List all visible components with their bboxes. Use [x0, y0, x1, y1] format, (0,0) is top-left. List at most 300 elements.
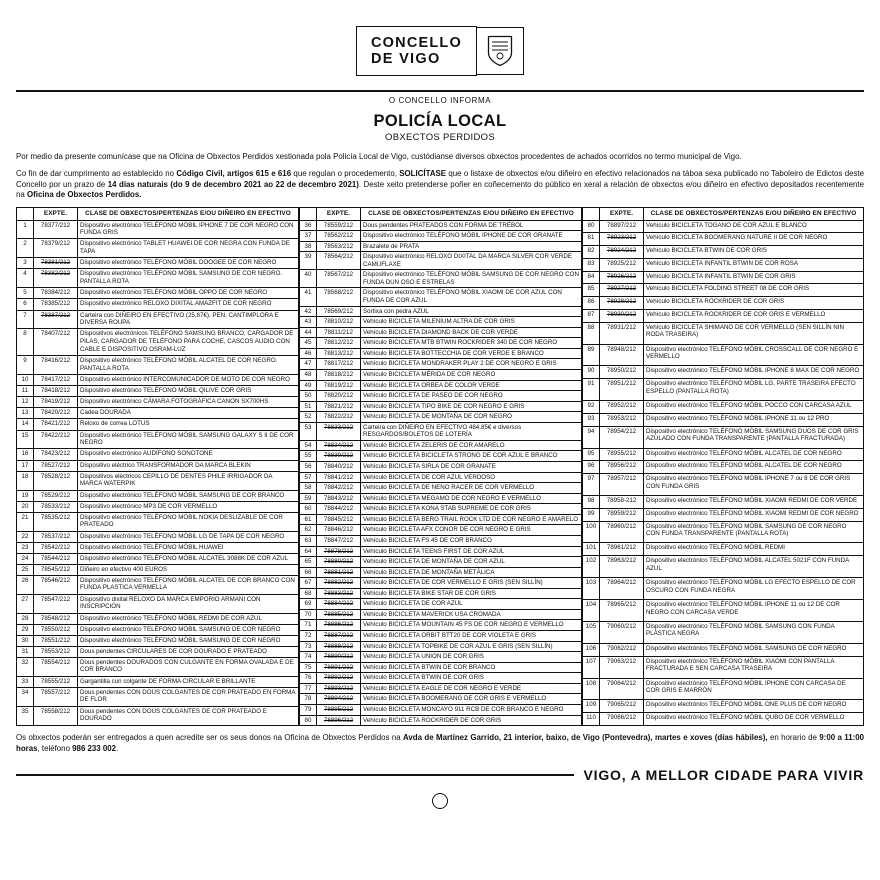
row-number: 85	[583, 284, 600, 297]
row-expte: 78813/212	[317, 348, 361, 359]
row-number: 80	[300, 715, 317, 726]
footer-text	[16, 733, 864, 755]
row-expte-struck: 78884/212	[323, 600, 354, 608]
row-description: Dispositivo electrónico TELÉFONO MÓBIL SAMSUNG DE COR BRANCO	[78, 490, 299, 501]
slogan-text: VIGO, A MELLOR CIDADE PARA VIVIR	[583, 766, 864, 783]
table-row	[17, 397, 299, 408]
slogan-row	[16, 767, 864, 783]
col-header-num	[583, 208, 600, 220]
row-number: 31	[17, 646, 34, 657]
row-description: Vehículo BICICLETA ORBIT BTT20 DE COR VIOLETA E GRIS	[361, 631, 582, 642]
row-description: Dispositivo electrónico TELÉFONO MÓBIL LG EFECTO ESPELLO DE COR OSCURO CON FUNDA NEGRA	[644, 578, 864, 600]
row-number: 76	[300, 673, 317, 684]
row-description: Vehículo BICICLETA INFANTIL BTWIN DE COR GRIS	[644, 271, 864, 284]
row-expte	[317, 599, 361, 610]
row-expte-struck: 78930/212	[606, 310, 637, 318]
row-description: Dispositivo electrónico INTERCOMUNICADOR DE MOTO DE COR NEGRO	[78, 375, 299, 386]
row-expte	[600, 297, 644, 310]
row-expte: 78811/212	[317, 327, 361, 338]
row-expte: 78812/212	[317, 338, 361, 349]
table-row	[300, 588, 582, 599]
row-expte: 78963/212	[600, 556, 644, 578]
row-description: Dispositivo electrónico TELÉFONO MÓBIL QUBO DE COR VERMELLO	[644, 713, 864, 726]
table-row	[300, 440, 582, 451]
row-number: 49	[300, 380, 317, 391]
row-expte-struck: 78880/212	[323, 558, 354, 566]
row-expte-struck: 78888/212	[323, 642, 354, 650]
row-number: 32	[17, 657, 34, 676]
row-description: Dispositivo electrónico TELÉFONO MÓBIL XIAOMI CON PANTALLA FRACTURADA E SEN CARCASA TRASEIRA	[644, 656, 864, 678]
row-description: Dispositivo eléctrico TRANSFORMADOR DA MARCA BLEKIN	[78, 460, 299, 471]
row-expte: 78384/212	[34, 288, 78, 299]
row-expte: 78545/212	[34, 564, 78, 575]
row-expte-struck: 78891/212	[323, 663, 354, 671]
row-description: Vehículo BICICLETA MOUNTAIN 45 FS DE COR NEGRO E VERMELLO	[361, 620, 582, 631]
row-number: 30	[17, 635, 34, 646]
table-row	[17, 386, 299, 397]
row-number: 40	[300, 270, 317, 288]
table-row	[300, 380, 582, 391]
row-expte: 78385/212	[34, 299, 78, 310]
row-description: Vehículo BICICLETA BTWIN DE COR BRANCO	[361, 662, 582, 673]
table-row	[300, 546, 582, 557]
row-expte	[317, 440, 361, 451]
row-expte-struck: 78893/212	[323, 684, 354, 692]
row-number: 1	[17, 220, 34, 239]
row-expte	[317, 715, 361, 726]
row-number: 68	[300, 588, 317, 599]
row-expte-struck: 78387/212	[40, 311, 71, 319]
row-expte: 78555/212	[34, 676, 78, 687]
row-expte: 78953/212	[600, 413, 644, 426]
row-expte: 78529/212	[34, 490, 78, 501]
table-row	[583, 366, 864, 379]
bottom-mark	[16, 793, 864, 809]
row-description: Vehículo BICICLETA AFX CONOR DE COR NEGRO E GRIS	[361, 525, 582, 536]
row-expte	[317, 588, 361, 599]
row-description: Vehículo BICICLETA DE MONTAÑA DE COR AZUL	[361, 557, 582, 568]
row-description: Dispositivo electrónico TELÉFONO MÓBIL IPHONE CON CARCASA DE COR GRIS E MARRÓN	[644, 678, 864, 700]
table-row	[17, 624, 299, 635]
table-row	[300, 472, 582, 483]
col-header-clase: CLASE DE OBXECTOS/PERTENZAS E/OU DIÑEIRO EN EFECTIVO	[644, 208, 864, 220]
row-expte: 78956/212	[600, 461, 644, 474]
row-description: Dispositivo electrónico TELÉFONO MÓBIL QILIVE COR GRIS	[78, 386, 299, 397]
row-expte: 78557/212	[34, 687, 78, 706]
row-number: 44	[300, 327, 317, 338]
row-expte: 78841/212	[317, 472, 361, 483]
row-description: Diñeiro en efectivo 400 EUROS	[78, 564, 299, 575]
row-expte: 78544/212	[34, 553, 78, 564]
row-number: 17	[17, 460, 34, 471]
table-row	[17, 542, 299, 553]
table-row	[583, 556, 864, 578]
row-description: Vehículo BICICLETA ROCKRIDER DE COR GRIS E VERMELLO	[644, 309, 864, 322]
objects-table-column-2	[299, 207, 582, 726]
row-number: 99	[583, 508, 600, 521]
row-expte: 78951/212	[600, 379, 644, 401]
table-row	[17, 449, 299, 460]
row-number: 100	[583, 521, 600, 543]
row-description: Dispositivo electrónico TELÉFONO MÓBIL POCCO CON CARCASA AZUL	[644, 401, 864, 414]
table-row	[17, 430, 299, 449]
row-number: 5	[17, 288, 34, 299]
row-expte-struck: 78895/212	[323, 705, 354, 713]
row-number: 80	[583, 220, 600, 233]
row-description: Dispositivo electrónico TELÉFONO MÓBIL XIAOMI REDMI DE COR NEGRO	[644, 508, 864, 521]
row-expte: 78558/212	[34, 706, 78, 725]
table-row	[583, 621, 864, 643]
row-expte	[317, 641, 361, 652]
row-number: 6	[17, 299, 34, 310]
row-number: 48	[300, 369, 317, 380]
row-description: Dispositivo electrónico TELÉFONO MÓBIL IPHONE 7 ou 8 DE COR GRIS CON FUNDA GRIS	[644, 474, 864, 496]
table-row	[300, 694, 582, 705]
table-row	[17, 646, 299, 657]
row-description: Vehículo BICICLETA ROCKRIDER DE COR GRIS	[361, 715, 582, 726]
page-title: POLICÍA LOCAL	[373, 112, 507, 131]
table-row	[583, 413, 864, 426]
row-number: 81	[583, 233, 600, 246]
row-expte	[34, 310, 78, 329]
row-expte: 78419/212	[34, 397, 78, 408]
row-description: Vehículo BICICLETA DE PASEO DE COR NEGRO	[361, 391, 582, 402]
table-row	[583, 309, 864, 322]
row-description: Reloxo de correa LOTUS	[78, 419, 299, 430]
table-row	[583, 426, 864, 448]
table-row	[17, 460, 299, 471]
row-description: Dispositivo electrónico TELÉFONO MÓBIL ALCATEL DE COR NEGRO	[644, 448, 864, 461]
row-expte: 78965/212	[600, 600, 644, 622]
row-expte: 78554/212	[34, 657, 78, 676]
row-number: 37	[300, 231, 317, 242]
table-row	[300, 514, 582, 525]
header-logo	[16, 26, 864, 76]
row-number: 95	[583, 448, 600, 461]
table-row	[583, 461, 864, 474]
row-description: Dispositivo electrónico TELÉFONO MÓBIL IPHONE DE COR GRANATE	[361, 231, 582, 242]
row-number: 43	[300, 317, 317, 328]
table-row	[300, 306, 582, 317]
footer-hours: 9:00 a 11:00 horas	[16, 733, 865, 753]
table-row	[17, 490, 299, 501]
row-expte	[600, 284, 644, 297]
row-description: Dispositivo electrónico TELÉFONO MÓBIL ALCATEL DE COR BRANCO CON FUNDA PLASTICA VERMELLA	[78, 575, 299, 594]
row-expte-struck: 78885/212	[323, 610, 354, 618]
row-number: 4	[17, 269, 34, 288]
table-row	[17, 375, 299, 386]
row-description: Dispositivo dixital RELOXO DA MARCA EMPORIO ARMANI CON INSCRIPCIÓN	[78, 594, 299, 613]
row-expte-struck: 78834/212	[323, 441, 354, 449]
row-number: 86	[583, 297, 600, 310]
table-row	[583, 643, 864, 656]
row-expte	[317, 704, 361, 715]
table-row	[300, 673, 582, 684]
row-number: 50	[300, 391, 317, 402]
row-expte: 78564/212	[317, 252, 361, 270]
row-description: Dispositivo electrónico RELOXO DIXITAL AMAZFIT DE COR NEGRO	[78, 299, 299, 310]
footer-c: en horario de	[767, 733, 820, 743]
row-expte: 78550/212	[34, 624, 78, 635]
table-row	[300, 327, 582, 338]
row-expte: 78948/212	[600, 344, 644, 366]
table-row	[17, 635, 299, 646]
row-description: Dispositivo electrónico TELÉFONO MÓBIL SAMSUNG DE COR NEGRO. PANTALLA ROTA	[78, 269, 299, 288]
row-expte-struck: 78881/212	[323, 568, 354, 576]
row-expte	[317, 631, 361, 642]
row-expte: 78569/212	[317, 306, 361, 317]
table-row	[300, 535, 582, 546]
row-expte	[317, 609, 361, 620]
table-row	[300, 493, 582, 504]
p2-c: que regulan o procedemento,	[291, 169, 400, 179]
row-description: Dispositivo electrónico TELÉFONO MÓBIL NOKIA DESLIZABLE DE COR PRATEADO	[78, 512, 299, 531]
row-expte	[34, 258, 78, 269]
row-expte: 78537/212	[34, 531, 78, 542]
row-expte: 78551/212	[34, 635, 78, 646]
row-number: 67	[300, 578, 317, 589]
row-description: Vehículo BICICLETA MONDRAKER PLAY 2 DE COR NEGRO E GRIS	[361, 359, 582, 370]
row-description: Cadea DOURADA	[78, 408, 299, 419]
table-row	[17, 258, 299, 269]
row-number: 94	[583, 426, 600, 448]
table-row	[300, 270, 582, 288]
row-description: Dispositivo electrónico TELÉFONO MÓBIL REDMI	[644, 543, 864, 556]
footer-e: , teléfono	[37, 743, 73, 753]
table-row	[300, 220, 582, 231]
table-row	[17, 553, 299, 564]
row-description: Dispositivo electrónico TELÉFONO MÓBIL REDMI DE COR AZUL	[78, 613, 299, 624]
row-description: Vehículo BICICLETA FS 45 DE COR BRANCO	[361, 535, 582, 546]
row-description: Dispositivo electrónico RELOXO DIXITAL DA MARCA SILVER COR VERDE CAMUFLAXE	[361, 252, 582, 270]
table-row	[300, 652, 582, 663]
row-expte: 78819/212	[317, 380, 361, 391]
row-description: Vehículo BICICLETA EAGLE DE COR NEGRO E VERDE	[361, 683, 582, 694]
row-number: 91	[583, 379, 600, 401]
col-header-expte: EXPTE.	[600, 208, 644, 220]
p2-codigo-civil: Código Civil, artigos 615 e 616	[176, 169, 292, 179]
row-expte-struck: 78890/212	[323, 653, 354, 661]
row-expte: 78844/212	[317, 504, 361, 515]
footer-address: Avda de Martínez Garrido, 21 interior, baixo, de Vigo (Pontevedra), martes e xoves (días hábiles),	[403, 733, 768, 743]
row-number: 89	[583, 344, 600, 366]
table-row	[17, 356, 299, 375]
table-row	[583, 578, 864, 600]
col-header-num	[300, 208, 317, 220]
row-number: 106	[583, 643, 600, 656]
row-description: Vehículo BICICLETA MAVERICK USA CROMADA	[361, 609, 582, 620]
row-number: 13	[17, 408, 34, 419]
table-row	[583, 379, 864, 401]
table-row	[583, 448, 864, 461]
table-row	[17, 471, 299, 490]
row-expte: 78528/212	[34, 471, 78, 490]
row-description: Vehículo BICICLETA BIKE STAR DE COR GRIS	[361, 588, 582, 599]
objects-table-column-1	[16, 207, 299, 726]
row-number: 21	[17, 512, 34, 531]
logo-line-1: CONCELLO	[371, 35, 462, 51]
row-expte	[317, 451, 361, 462]
row-expte: 79060/212	[600, 621, 644, 643]
table-row	[300, 662, 582, 673]
row-number: 84	[583, 271, 600, 284]
table-row	[583, 521, 864, 543]
row-number: 55	[300, 451, 317, 462]
row-description: Vehículo BICICLETA BOOMERANG DE COR GRIS E VERMELLO	[361, 694, 582, 705]
table-row	[583, 284, 864, 297]
col-header-expte: EXPTE.	[34, 208, 78, 220]
table-body-3	[583, 220, 864, 726]
row-number: 54	[300, 440, 317, 451]
row-description: Dispositivo electrónico TELÉFONO MÓBIL ALCATEL 3088K DE COR AZUL	[78, 553, 299, 564]
row-description: Dispositivo electrónico TELÉFONO MÓBIL SAMSUNG DE COR NEGRO	[78, 635, 299, 646]
row-expte	[600, 271, 644, 284]
row-description: Dispositivo electrónico TELÉFONO MÓBIL OPPO DE COR NEGRO	[78, 288, 299, 299]
row-description: Vehículo BICICLETA BERG TRAIL ROCK LTD DE COR NEGRO E AMARELO	[361, 514, 582, 525]
row-description: Vehículo BICICLETA BOTTECCHIA DE COR VERDE E BRANCO	[361, 348, 582, 359]
table-row	[300, 525, 582, 536]
bottom-circle-icon	[432, 793, 448, 809]
row-description: Dispositivo electrónico TELÉFONO MÓBIL SAMSUNG DUOS DE COR GRIS AZULADO CON FUNDA TRANSPARENTE (PANTALLA FRACTURADA)	[644, 426, 864, 448]
row-description: Vehículo BICICLETA KONA STAB SUPREME DE COR GRIS	[361, 504, 582, 515]
row-description: Dous pendentes DOURADOS CON CULGANTE EN FORMA OVALADA E DE COR BRANCO	[78, 657, 299, 676]
row-number: 60	[300, 504, 317, 515]
row-expte-struck: 78927/212	[606, 285, 637, 293]
p2-solicitase: SOLICÍTASE	[399, 169, 447, 179]
footer-phone: 986 233 002	[72, 743, 117, 753]
footer-a: Os obxectos poderán ser entregados a quen acredite ser os seus donos na Oficina de Obxectos Perdidos na	[16, 733, 403, 743]
row-description: Brazalete de PRATA	[361, 241, 582, 252]
row-description: Sortixa con pedra AZUL	[361, 306, 582, 317]
row-expte: 78964/212	[600, 578, 644, 600]
row-expte: 78535/212	[34, 512, 78, 531]
row-expte: 78423/212	[34, 449, 78, 460]
row-description: Vehículo BICICLETA TEENS FIRST DE COR AZUL	[361, 546, 582, 557]
row-number: 78	[300, 694, 317, 705]
row-description: Vehículo BICICLETA TOPBIKE DE COR AZUL E GRIS (SEN SILLÍN)	[361, 641, 582, 652]
row-expte-struck: 78894/212	[323, 695, 354, 703]
row-expte: 78897/212	[600, 220, 644, 233]
row-number: 61	[300, 514, 317, 525]
row-number: 39	[300, 252, 317, 270]
header-divider	[16, 90, 864, 92]
row-number: 98	[583, 496, 600, 509]
row-description: Vehículo BICICLETA DE COR AZUL VERDOSO	[361, 472, 582, 483]
row-number: 10	[17, 375, 34, 386]
table-row	[583, 496, 864, 509]
row-expte	[317, 694, 361, 705]
row-expte: 78845/212	[317, 514, 361, 525]
row-expte: 78416/212	[34, 356, 78, 375]
row-expte	[317, 546, 361, 557]
row-description: Vehículo BICICLETA UNION DE COR GRIS	[361, 652, 582, 663]
row-description: Dispositivo electrónico TELÉFONO MÓBIL SAMSUNG CON FUNDA PLÁSTICA NEGRA	[644, 621, 864, 643]
row-description: Dous pendentes CIRCULARES DE COR DOURADO E PRATEADO	[78, 646, 299, 657]
row-number: 38	[300, 241, 317, 252]
row-number: 79	[300, 704, 317, 715]
row-description: Vehículo BICICLETA MEGAMO DE COR NEGRO E VERMELLO	[361, 493, 582, 504]
row-expte-struck: 78887/212	[323, 632, 354, 640]
row-number: 46	[300, 348, 317, 359]
col-header-num	[17, 208, 34, 220]
table-row	[583, 656, 864, 678]
objects-table-column-3	[582, 207, 864, 726]
table-row	[583, 700, 864, 713]
row-number: 34	[17, 687, 34, 706]
row-expte: 78931/212	[600, 322, 644, 344]
row-expte: 78567/212	[317, 270, 361, 288]
p2-g: . Deste xeito pretenderse poñer en coñecemento do público en xeral a relación de obxectos e/ou diñeiro en efectivo depositados recentemente na	[16, 179, 864, 200]
table-row	[300, 504, 582, 515]
row-description: Vehículo BICICLETA FOLDING STREET 08 DE COR GRIS	[644, 284, 864, 297]
row-number: 97	[583, 474, 600, 496]
table-row	[17, 613, 299, 624]
row-number: 14	[17, 419, 34, 430]
row-number: 105	[583, 621, 600, 643]
row-description: Vehículo BICICLETA MILENIUM ALTRA DE COR GRIS	[361, 317, 582, 328]
table-row	[17, 419, 299, 430]
table-row	[300, 391, 582, 402]
row-description: Dous pendentes PRATEADOS CON FORMA DE TRÉBOL	[361, 220, 582, 231]
table-row	[300, 557, 582, 568]
table-row	[17, 564, 299, 575]
row-description: Dispositivo electrónico AUDÍFONO SONOTONE	[78, 449, 299, 460]
row-description: Vehículo BICICLETA BTWIN DE COR GRIS	[361, 673, 582, 684]
row-expte: 78925/212	[600, 258, 644, 271]
table-row	[17, 706, 299, 725]
table-row	[17, 299, 299, 310]
p2-e: que o listaxe de obxectos e/ou diñeiro en efectivo relacionados na táboa sexa publicado no Taboleiro de Edictos deste Concello por un prazo de	[16, 169, 864, 189]
table-row	[17, 657, 299, 676]
table-row	[17, 687, 299, 706]
row-description: Vehículo BICICLETA TIPO BIKE DE COR NEGRO E GRIS	[361, 401, 582, 412]
row-description: Dous pendentes CON DOUS COLGANTES DE COR PRATEADO EN FORMA DE FLOR	[78, 687, 299, 706]
row-expte: 78421/212	[34, 419, 78, 430]
page-subtitle: OBXECTOS PERDIDOS	[385, 132, 495, 144]
row-number: 19	[17, 490, 34, 501]
table-row	[300, 567, 582, 578]
table-row	[583, 271, 864, 284]
row-expte	[317, 662, 361, 673]
row-number: 9	[17, 356, 34, 375]
row-expte-struck: 78923/212	[606, 234, 637, 242]
row-expte: 78562/212	[317, 231, 361, 242]
row-number: 42	[300, 306, 317, 317]
row-description: Vehículo BICICLETA DE NENO RACER DE COR VERMELLO	[361, 483, 582, 494]
row-number: 71	[300, 620, 317, 631]
row-expte: 78533/212	[34, 501, 78, 512]
p2-oficina: Oficina de Obxectos Perdidos.	[26, 190, 142, 200]
row-number: 47	[300, 359, 317, 370]
row-number: 69	[300, 599, 317, 610]
row-expte-struck: 78882/212	[323, 579, 354, 587]
row-number: 57	[300, 472, 317, 483]
row-expte: 79066/212	[600, 713, 644, 726]
row-expte: 78559/212	[317, 220, 361, 231]
row-description: Vehículo BICICLETA DE COR AZUL	[361, 599, 582, 610]
row-number: 27	[17, 594, 34, 613]
row-number: 16	[17, 449, 34, 460]
row-number: 22	[17, 531, 34, 542]
coat-of-arms-shape	[487, 35, 513, 67]
row-description: Vehículo BICICLETA DE COR VERMELLO E GRIS (SEN SILLÍN)	[361, 578, 582, 589]
row-number: 33	[17, 676, 34, 687]
row-expte: 78377/212	[34, 220, 78, 239]
table-row	[17, 220, 299, 239]
objects-table	[16, 207, 864, 726]
intro-paragraph-1: Por medio da presente comunícase que na Oficina de Obxectos Perdidos xestionada pola Policía Local de Vigo, custódianse diversos obxectos procedentes de achados ocorridos no termo municipal de Vigo.	[16, 152, 742, 162]
row-expte-struck: 78892/212	[323, 674, 354, 682]
